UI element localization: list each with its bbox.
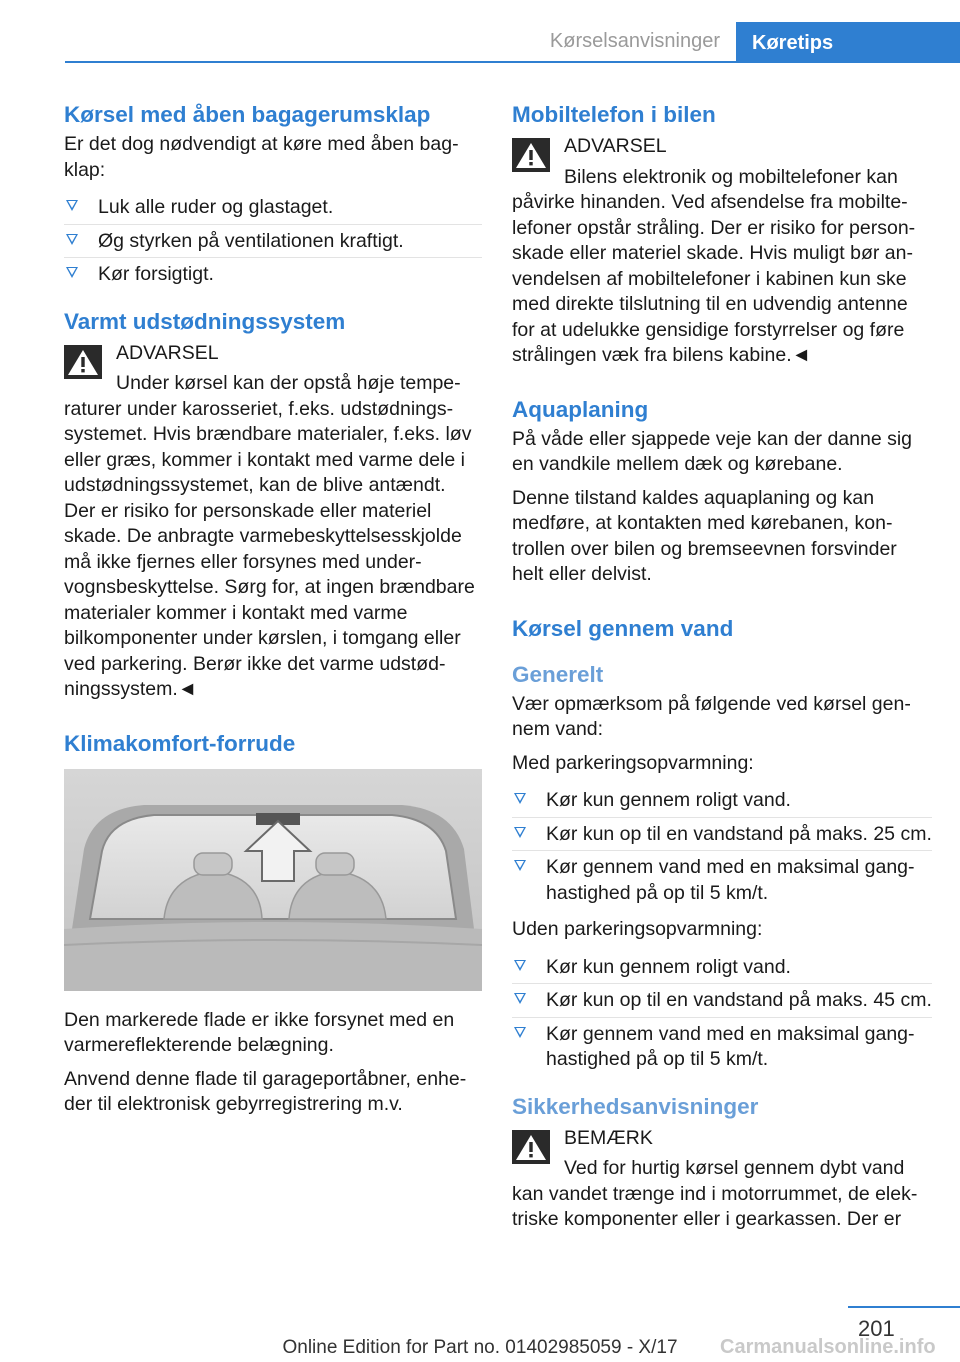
left-column — [64, 100, 482, 1118]
header-tab: Køretips — [736, 22, 960, 62]
bullet-list — [512, 784, 932, 909]
header-section-label: Kørselsanvisninger — [549, 30, 720, 52]
triangle-bullet-icon — [514, 993, 526, 1004]
notice-text: Ved for hurtig kørsel gennem dybt vand kan vandet trænge ind i motorrummet, de elektriske komponenter eller i gearkassen. Der er — [512, 1157, 918, 1230]
heading-open-tailgate: Kørsel med åben bagagerumsklap — [64, 102, 431, 127]
warning-triangle-icon — [512, 1130, 550, 1164]
bullet-list — [64, 191, 482, 291]
header-rule — [65, 61, 960, 63]
heading-hot-exhaust: Varmt udstødningssystem — [64, 308, 346, 334]
list-item: Kør kun op til en vandstand på maks. 25 cm. — [512, 817, 932, 851]
right-column — [512, 100, 932, 1233]
paragraph: Uden parkeringsopvarmning: — [512, 918, 763, 940]
warning-block — [512, 134, 932, 369]
list-item: Kør gennem vand med en maksimal ganghastighed på op til 5 km/t. — [512, 1017, 932, 1076]
list-item: Kør kun op til en vandstand på maks. 45 cm. — [512, 983, 932, 1017]
triangle-bullet-icon — [514, 1027, 526, 1038]
triangle-bullet-icon — [514, 827, 526, 838]
heading-mobile-phone: Mobiltelefon i bilen — [512, 102, 716, 127]
paragraph: Vær opmærksom på følgende ved kørsel gennem vand: — [512, 692, 911, 740]
list-item: Øg styrken på ventilationen kraftigt. — [64, 224, 482, 258]
warning-text: Bilens elektronik og mobiltelefoner kan påvirke hinanden. Ved afsendelse fra mobiltelefoner opstår stråling. Der er risiko for personskade eller materiel skade. Hvis muligt bør anvendelsen af mobiltelefoner i kabinen kun ske med direkte tilslutning til en udvendig antenne for at udelukke gensidige forstyrrelser og føre strålingen væk fra bilens kabine.◄ — [512, 165, 916, 366]
list-item: Kør kun gennem roligt vand. — [512, 951, 932, 984]
list-item: Luk alle ruder og glastaget. — [64, 191, 482, 224]
paragraph: Den markerede flade er ikke forsynet med en varmereflekterende belægning. — [64, 1008, 455, 1056]
watermark: Carmanualsonline.info — [720, 1336, 936, 1358]
heading-climate-windshield: Klimakomfort-forrude — [64, 730, 296, 756]
paragraph: Er det dog nødvendigt at køre med åben bagklap: — [64, 133, 459, 181]
bullet-list — [512, 951, 932, 1076]
heading-driving-through-water: Kørsel gennem vand — [512, 615, 734, 641]
warning-block — [64, 341, 482, 703]
windshield-illustration — [64, 769, 482, 991]
subheading-general: Generelt — [512, 661, 604, 687]
triangle-bullet-icon — [514, 793, 526, 804]
heading-aquaplaning: Aquaplaning — [512, 396, 649, 422]
subheading-safety: Sikkerhedsanvisninger — [512, 1093, 759, 1119]
notice-label: BEMÆRK — [564, 1126, 653, 1149]
list-item: Kør kun gennem roligt vand. — [512, 784, 932, 817]
warning-triangle-icon — [64, 345, 102, 379]
triangle-bullet-icon — [66, 234, 78, 245]
list-item: Kør forsigtigt. — [64, 257, 482, 291]
paragraph: På våde eller sjappede veje kan der danne sig en vandkile mellem dæk og kørebane. — [512, 427, 913, 475]
triangle-bullet-icon — [66, 267, 78, 278]
page-header — [0, 0, 960, 62]
edition-line: Online Edition for Part no. 01402985059 - X/17 — [282, 1337, 678, 1358]
warning-triangle-icon — [512, 138, 550, 172]
notice-block — [512, 1126, 932, 1233]
page-number: 201 — [858, 1316, 895, 1341]
triangle-bullet-icon — [514, 860, 526, 871]
paragraph: Denne tilstand kaldes aquaplaning og kan medføre, at kontakten med kørebanen, kontrollen over bilen og bremseevnen forsvinder helt eller delvist. — [512, 486, 897, 585]
triangle-bullet-icon — [514, 960, 526, 971]
warning-text: Under kørsel kan der opstå høje temperaturer under karosseriet, f.eks. udstødningssystemet. Hvis brændbare materialer, f.eks. løv eller græs, kommer i kontakt med varme dele i udstødningssystemet, kan de blive antændt. Der er risiko for personskade eller materiel skade. De anbragte varmebeskyttelsesskjolde må ikke fjernes eller forsynes med undervognsbeskyttelse. Sørg for, at ingen brændbare materialer kommer i kontakt med varme bilkomponenter under kørslen, i tomgang eller ved parkering. Berør ikke det varme udstødningssystem.◄ — [64, 372, 475, 700]
paragraph: Anvend denne flade til garageportåbner, enheder til elektronisk gebyrregistrering m.v. — [64, 1067, 467, 1115]
footer-rule — [848, 1306, 960, 1308]
warning-label: ADVARSEL — [116, 341, 219, 364]
list-item: Kør gennem vand med en maksimal ganghastighed på op til 5 km/t. — [512, 850, 932, 909]
warning-label: ADVARSEL — [564, 135, 667, 157]
paragraph: Med parkeringsopvarmning: — [512, 751, 754, 774]
triangle-bullet-icon — [66, 200, 78, 211]
